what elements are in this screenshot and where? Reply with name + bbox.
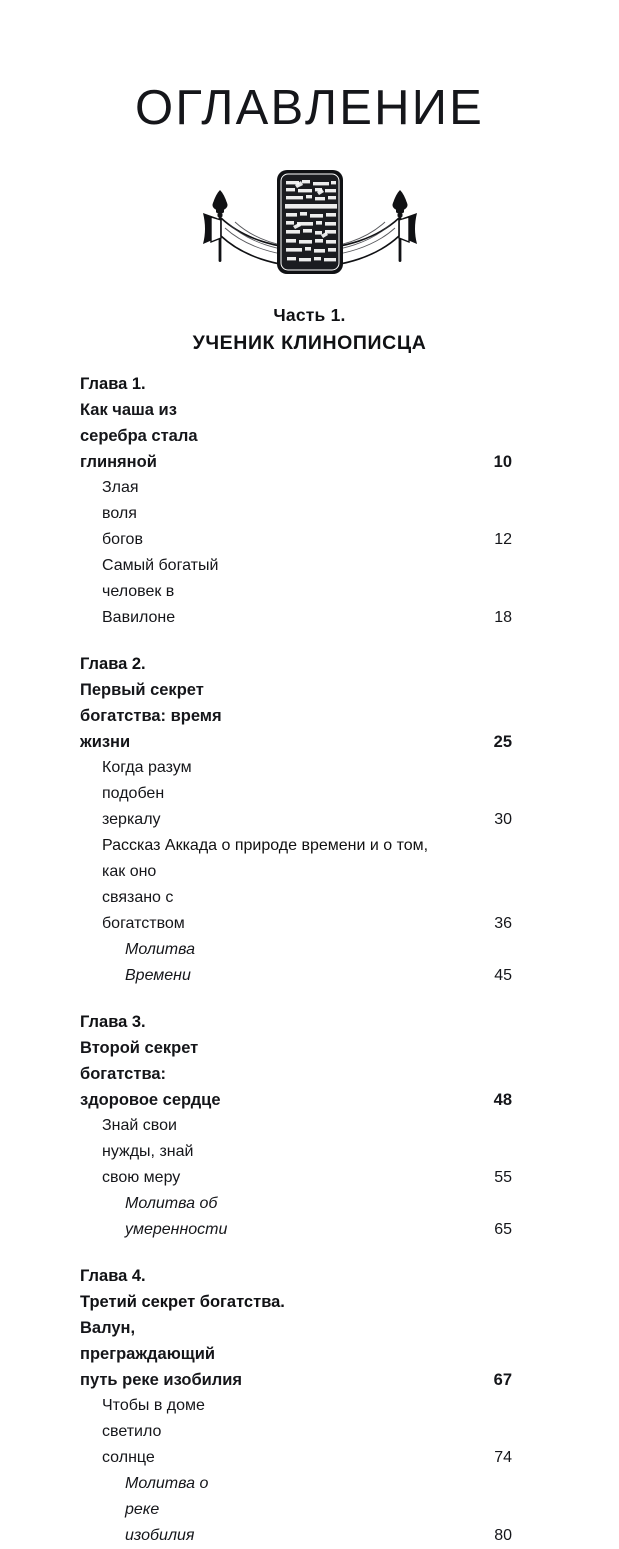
entry-title: как оно связано с богатством: [102, 863, 185, 932]
chapter-title-entry[interactable]: [80, 677, 512, 755]
entry-title: Чтобы в доме светило солнце: [102, 1397, 210, 1466]
part-number: Часть 1.: [273, 305, 346, 325]
section-entry[interactable]: [102, 475, 512, 553]
page-number: 30: [494, 811, 512, 828]
page-number: 45: [494, 967, 512, 984]
dot-leader: [226, 1542, 491, 1543]
chapter-title-entry[interactable]: [80, 1315, 512, 1393]
entry-title: Знай свои нужды, знай свою меру: [102, 1117, 198, 1186]
page-title: ОГЛАВЛЕНИЕ: [135, 81, 484, 135]
dot-leader: [218, 826, 491, 827]
entry-title: Валун, преграждающий путь реке изобилия: [80, 1319, 243, 1389]
prayer-entry[interactable]: [125, 937, 512, 989]
dot-leader: [204, 982, 491, 983]
entry-title: Молитва об умеренности: [125, 1195, 228, 1238]
dot-leader: [177, 546, 491, 547]
page-number: 48: [493, 1091, 512, 1109]
section-entry[interactable]: [102, 833, 512, 937]
section-entry[interactable]: [102, 755, 512, 833]
entry-title: Молитва о реке изобилия: [125, 1475, 213, 1544]
page-number: 18: [494, 609, 512, 626]
chapter-title-line: Третий секрет богатства.: [80, 1293, 285, 1311]
page-number: 25: [493, 733, 512, 751]
entry-title-line-2: [102, 859, 512, 937]
cuneiform-tablet-ornament-icon: [0, 162, 619, 284]
entry-title: Когда разум подобен зеркалу: [102, 759, 197, 828]
entry-title: Молитва Времени: [125, 941, 200, 984]
part-heading: [0, 303, 619, 357]
chapter-block: [80, 651, 512, 989]
page-number: 67: [493, 1371, 512, 1389]
section-entry[interactable]: [102, 1113, 512, 1191]
dot-leader: [249, 1386, 491, 1387]
page-number: 12: [494, 531, 512, 548]
page-number: 74: [494, 1449, 512, 1466]
prayer-entry[interactable]: [125, 1191, 512, 1243]
page-number: 65: [494, 1221, 512, 1238]
entry-title: Самый богатый человек в Вавилоне: [102, 557, 223, 626]
dot-leader: [236, 624, 491, 625]
chapter-block: [80, 1009, 512, 1243]
dot-leader: [218, 930, 492, 931]
page-number: 36: [494, 915, 512, 932]
dot-leader: [220, 1464, 491, 1465]
entry-title-line-1: Рассказ Аккада о природе времени и о том,: [102, 837, 429, 854]
prayer-entry[interactable]: [125, 1471, 512, 1549]
dot-leader: [230, 1236, 491, 1237]
entry-title: Первый секрет богатства: время жизни: [80, 681, 227, 751]
page-number: 55: [494, 1169, 512, 1186]
section-entry[interactable]: [102, 553, 512, 631]
dot-leader: [231, 468, 491, 469]
entry-title: Злая воля богов: [102, 479, 144, 548]
chapter-label: Глава 4.: [80, 1267, 146, 1285]
dot-leader: [247, 1106, 491, 1107]
chapter-label: Глава 2.: [80, 655, 146, 673]
entry-title: Как чаша из серебра стала глиняной: [80, 401, 203, 471]
chapter-label: Глава 1.: [80, 375, 146, 393]
chapter-block: [80, 371, 512, 631]
dot-leader: [238, 748, 490, 749]
chapter-title-entry[interactable]: [80, 1035, 512, 1113]
page-number: 10: [493, 453, 512, 471]
table-of-contents-list: [80, 371, 512, 1549]
chapter-block: [80, 1263, 512, 1549]
dot-leader: [230, 1184, 491, 1185]
part-name: УЧЕНИК КЛИНОПИСЦА: [192, 332, 427, 354]
page-number: 80: [494, 1527, 512, 1544]
chapter-title-entry[interactable]: [80, 397, 512, 475]
section-entry[interactable]: [102, 1393, 512, 1471]
chapter-label: Глава 3.: [80, 1013, 146, 1031]
entry-title: Второй секрет богатства: здоровое сердце: [80, 1039, 221, 1109]
